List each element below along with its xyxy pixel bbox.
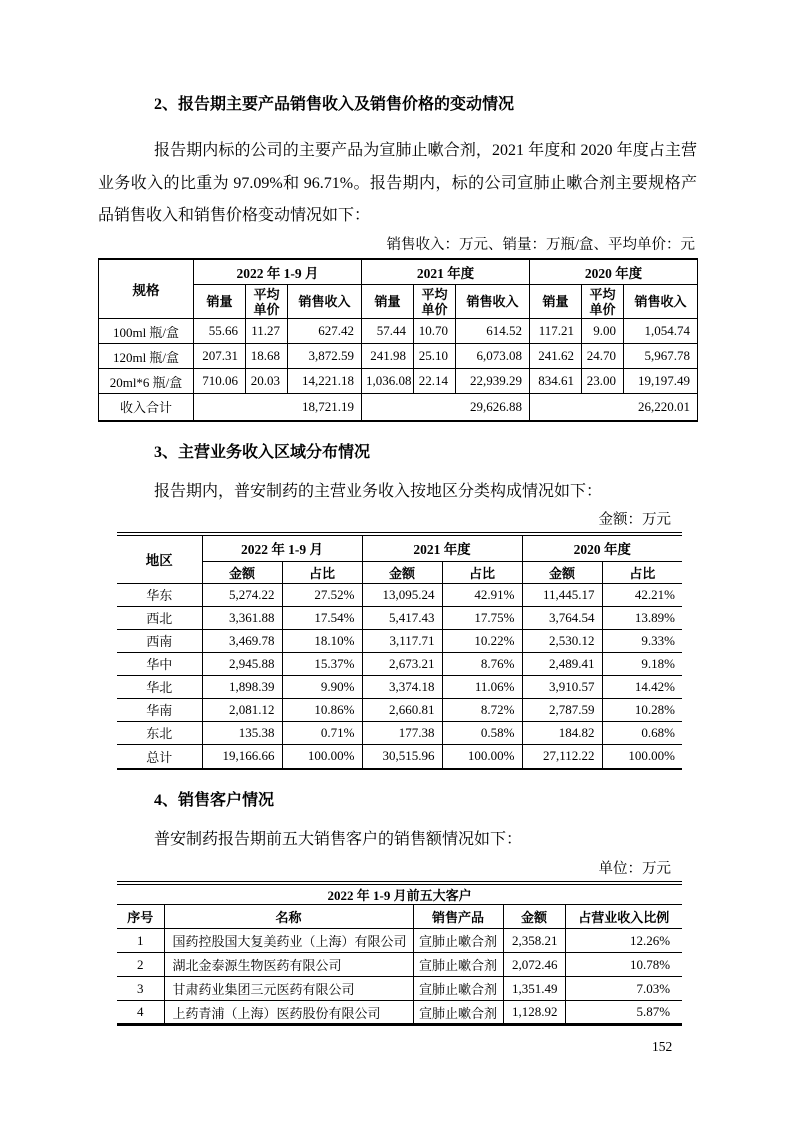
table-cell: 42.91% bbox=[442, 583, 522, 606]
period-header: 2021 年度 bbox=[362, 534, 522, 561]
amount-cell: 2,072.46 bbox=[503, 953, 565, 977]
customers-unit-note: 单位：万元 bbox=[598, 860, 671, 877]
sub-header: 平均单价 bbox=[414, 285, 456, 319]
table-cell: 3,910.57 bbox=[522, 675, 602, 698]
rank-cell: 2 bbox=[117, 953, 164, 977]
table-row bbox=[117, 721, 682, 744]
ratio-cell: 12.26% bbox=[565, 929, 682, 953]
table-cell: 9.90% bbox=[282, 675, 362, 698]
table-cell: 13,095.24 bbox=[362, 583, 442, 606]
table-cell: 10.86% bbox=[282, 698, 362, 721]
sub-header: 销量 bbox=[362, 285, 414, 319]
sub-header: 占比 bbox=[602, 561, 682, 583]
section-heading-customers: 4、销售客户情况 bbox=[154, 792, 275, 809]
table-cell: 42.21% bbox=[602, 583, 682, 606]
table-cell: 5,967.78 bbox=[624, 344, 698, 369]
amount-cell: 1,351.49 bbox=[503, 977, 565, 1001]
ratio-cell: 10.78% bbox=[565, 953, 682, 977]
table-cell: 17.54% bbox=[282, 606, 362, 629]
table-cell: 2,673.21 bbox=[362, 652, 442, 675]
total-cell: 19,166.66 bbox=[202, 744, 282, 769]
section-heading-products: 2、报告期主要产品销售收入及销售价格的变动情况 bbox=[154, 96, 515, 113]
rank-cell: 4 bbox=[117, 1001, 164, 1025]
total-label: 收入合计 bbox=[99, 394, 194, 421]
amount-cell: 2,358.21 bbox=[503, 929, 565, 953]
table-cell: 834.61 bbox=[530, 369, 582, 394]
table-cell: 10.70 bbox=[414, 319, 456, 344]
table-cell: 135.38 bbox=[202, 721, 282, 744]
table-cell: 184.82 bbox=[522, 721, 602, 744]
table-cell: 55.66 bbox=[194, 319, 246, 344]
table-title: 2022 年 1-9 月前五大客户 bbox=[117, 883, 682, 905]
table-row bbox=[117, 583, 682, 606]
table-row bbox=[117, 698, 682, 721]
table-cell: 5,274.22 bbox=[202, 583, 282, 606]
table-cell: 10.22% bbox=[442, 629, 522, 652]
products-unit-note: 销售收入：万元、销量：万瓶/盒、平均单价：元 bbox=[386, 236, 695, 253]
table-cell: 17.75% bbox=[442, 606, 522, 629]
table-cell: 3,872.59 bbox=[288, 344, 362, 369]
table-cell: 2,530.12 bbox=[522, 629, 602, 652]
table-cell: 1,898.39 bbox=[202, 675, 282, 698]
table-cell: 0.58% bbox=[442, 721, 522, 744]
table-cell: 3,361.88 bbox=[202, 606, 282, 629]
sub-header: 销售收入 bbox=[624, 285, 698, 319]
total-cell: 26,220.01 bbox=[530, 394, 698, 421]
row-label: 华南 bbox=[117, 698, 202, 721]
row-label: 20ml*6 瓶/盒 bbox=[99, 369, 194, 394]
table-cell: 710.06 bbox=[194, 369, 246, 394]
table-cell: 177.38 bbox=[362, 721, 442, 744]
sub-header: 销售收入 bbox=[288, 285, 362, 319]
table-cell: 19,197.49 bbox=[624, 369, 698, 394]
period-header: 2022 年 1-9 月 bbox=[194, 259, 362, 285]
column-header: 占营业收入比例 bbox=[565, 905, 682, 929]
table-cell: 22,939.29 bbox=[456, 369, 530, 394]
sub-header: 金额 bbox=[362, 561, 442, 583]
sub-header: 销量 bbox=[194, 285, 246, 319]
table-cell: 22.14 bbox=[414, 369, 456, 394]
table-cell: 15.37% bbox=[282, 652, 362, 675]
table-cell: 1,054.74 bbox=[624, 319, 698, 344]
table-cell: 25.10 bbox=[414, 344, 456, 369]
ratio-cell: 7.03% bbox=[565, 977, 682, 1001]
table-row bbox=[117, 953, 682, 977]
ratio-cell: 5.87% bbox=[565, 1001, 682, 1025]
period-header: 2020 年度 bbox=[522, 534, 682, 561]
total-cell: 100.00% bbox=[282, 744, 362, 769]
sub-header: 占比 bbox=[442, 561, 522, 583]
sub-header: 金额 bbox=[202, 561, 282, 583]
table-cell: 20.03 bbox=[246, 369, 288, 394]
period-header: 2022 年 1-9 月 bbox=[202, 534, 362, 561]
corner-header: 规格 bbox=[99, 259, 194, 319]
column-header: 序号 bbox=[117, 905, 164, 929]
sub-header: 平均单价 bbox=[582, 285, 624, 319]
table-cell: 10.28% bbox=[602, 698, 682, 721]
table-row bbox=[99, 369, 698, 394]
regions-paragraph: 报告期内，普安制药的主营业务收入按地区分类构成情况如下： bbox=[154, 482, 603, 500]
table-cell: 241.98 bbox=[362, 344, 414, 369]
table-cell: 3,117.71 bbox=[362, 629, 442, 652]
row-label: 西南 bbox=[117, 629, 202, 652]
table-cell: 241.62 bbox=[530, 344, 582, 369]
table-cell: 9.33% bbox=[602, 629, 682, 652]
table-cell: 614.52 bbox=[456, 319, 530, 344]
table-cell: 3,469.78 bbox=[202, 629, 282, 652]
table-cell: 2,489.41 bbox=[522, 652, 602, 675]
table-cell: 18.68 bbox=[246, 344, 288, 369]
table-cell: 18.10% bbox=[282, 629, 362, 652]
table-row bbox=[117, 1001, 682, 1025]
table-cell: 2,787.59 bbox=[522, 698, 602, 721]
table-row bbox=[99, 344, 698, 369]
row-label: 100ml 瓶/盒 bbox=[99, 319, 194, 344]
table-cell: 0.68% bbox=[602, 721, 682, 744]
table-cell: 627.42 bbox=[288, 319, 362, 344]
table-row bbox=[117, 606, 682, 629]
top-customers-table bbox=[117, 881, 682, 1027]
row-label: 东北 bbox=[117, 721, 202, 744]
customers-paragraph: 普安制药报告期前五大销售客户的销售额情况如下： bbox=[154, 831, 523, 848]
table-row bbox=[117, 629, 682, 652]
table-cell: 9.00 bbox=[582, 319, 624, 344]
table-cell: 14,221.18 bbox=[288, 369, 362, 394]
row-label: 120ml 瓶/盒 bbox=[99, 344, 194, 369]
table-cell: 13.89% bbox=[602, 606, 682, 629]
table-row bbox=[117, 652, 682, 675]
total-row bbox=[117, 744, 682, 769]
table-cell: 117.21 bbox=[530, 319, 582, 344]
amount-cell: 1,128.92 bbox=[503, 1001, 565, 1025]
total-cell: 100.00% bbox=[602, 744, 682, 769]
table-cell: 207.31 bbox=[194, 344, 246, 369]
products-paragraph: 报告期内标的公司的主要产品为宣肺止嗽合剂，2021 年度和 2020 年度占主营业务收入的比重为 97.09%和 96.71%。报告期内，标的公司宣肺止嗽合剂主要规格产品销售收入和销售价格变动情况如下： bbox=[98, 142, 697, 224]
table-cell: 11.06% bbox=[442, 675, 522, 698]
total-cell: 18,721.19 bbox=[194, 394, 362, 421]
column-header: 销售产品 bbox=[413, 905, 503, 929]
total-cell: 100.00% bbox=[442, 744, 522, 769]
sub-header: 平均单价 bbox=[246, 285, 288, 319]
customer-name-cell: 国药控股国大复美药业（上海）有限公司 bbox=[164, 929, 413, 953]
total-cell: 27,112.22 bbox=[522, 744, 602, 769]
regions-unit-note: 金额：万元 bbox=[598, 512, 671, 528]
rank-cell: 3 bbox=[117, 977, 164, 1001]
sub-header: 占比 bbox=[282, 561, 362, 583]
table-cell: 24.70 bbox=[582, 344, 624, 369]
table-cell: 14.42% bbox=[602, 675, 682, 698]
row-label: 西北 bbox=[117, 606, 202, 629]
row-label: 华东 bbox=[117, 583, 202, 606]
table-row bbox=[117, 675, 682, 698]
table-cell: 9.18% bbox=[602, 652, 682, 675]
table-cell: 27.52% bbox=[282, 583, 362, 606]
table-cell: 8.72% bbox=[442, 698, 522, 721]
product-cell: 宣肺止嗽合剂 bbox=[413, 929, 503, 953]
column-header: 名称 bbox=[164, 905, 413, 929]
table-cell: 2,081.12 bbox=[202, 698, 282, 721]
customer-name-cell: 甘肃药业集团三元医药有限公司 bbox=[164, 977, 413, 1001]
table-cell: 1,036.08 bbox=[362, 369, 414, 394]
table-cell: 5,417.43 bbox=[362, 606, 442, 629]
sub-header: 销售收入 bbox=[456, 285, 530, 319]
row-label: 华北 bbox=[117, 675, 202, 698]
section-heading-regions: 3、主营业务收入区域分布情况 bbox=[154, 443, 371, 461]
table-cell: 8.76% bbox=[442, 652, 522, 675]
total-cell: 29,626.88 bbox=[362, 394, 530, 421]
corner-header: 地区 bbox=[117, 534, 202, 583]
customer-name-cell: 湖北金泰源生物医药有限公司 bbox=[164, 953, 413, 977]
total-row bbox=[99, 394, 698, 421]
column-header: 金额 bbox=[503, 905, 565, 929]
total-label: 总计 bbox=[117, 744, 202, 769]
table-cell: 0.71% bbox=[282, 721, 362, 744]
period-header: 2021 年度 bbox=[362, 259, 530, 285]
product-cell: 宣肺止嗽合剂 bbox=[413, 953, 503, 977]
page-number: 152 bbox=[652, 1039, 673, 1054]
sub-header: 金额 bbox=[522, 561, 602, 583]
row-label: 华中 bbox=[117, 652, 202, 675]
product-cell: 宣肺止嗽合剂 bbox=[413, 977, 503, 1001]
customer-name-cell: 上药青浦（上海）医药股份有限公司 bbox=[164, 1001, 413, 1025]
table-cell: 3,374.18 bbox=[362, 675, 442, 698]
table-cell: 57.44 bbox=[362, 319, 414, 344]
table-row bbox=[117, 977, 682, 1001]
product-sales-table bbox=[98, 258, 698, 422]
sub-header: 销量 bbox=[530, 285, 582, 319]
table-cell: 11.27 bbox=[246, 319, 288, 344]
rank-cell: 1 bbox=[117, 929, 164, 953]
table-cell: 23.00 bbox=[582, 369, 624, 394]
period-header: 2020 年度 bbox=[530, 259, 698, 285]
product-cell: 宣肺止嗽合剂 bbox=[413, 1001, 503, 1025]
table-row bbox=[99, 319, 698, 344]
region-revenue-table bbox=[117, 532, 682, 770]
table-cell: 2,660.81 bbox=[362, 698, 442, 721]
table-cell: 3,764.54 bbox=[522, 606, 602, 629]
table-cell: 11,445.17 bbox=[522, 583, 602, 606]
table-row bbox=[117, 929, 682, 953]
total-cell: 30,515.96 bbox=[362, 744, 442, 769]
table-cell: 6,073.08 bbox=[456, 344, 530, 369]
table-cell: 2,945.88 bbox=[202, 652, 282, 675]
